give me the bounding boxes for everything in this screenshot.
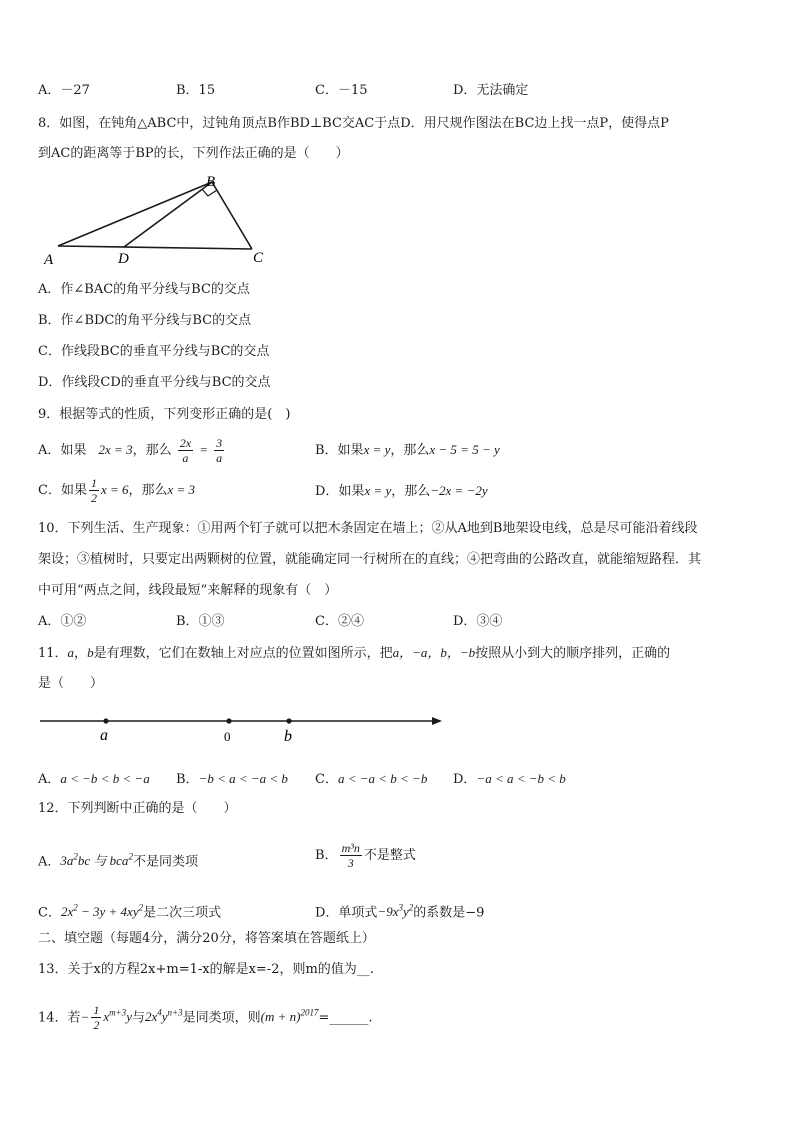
q9-a-condition: 2x = 3: [98, 442, 133, 457]
q11-axis-label-a: a: [100, 727, 108, 744]
q11-var-b: b: [87, 645, 94, 660]
q12-option-c: [38, 899, 221, 922]
q9-d-prefix: D．如果: [315, 484, 365, 499]
q11-sep: ，: [74, 646, 88, 661]
q9-a-frac2: $\frac{3}{a}$: [216, 436, 223, 465]
q8-label-b: B: [206, 174, 216, 190]
q9-b-result: x − 5 = 5 − y: [429, 442, 500, 457]
q11-var-a: a: [67, 645, 75, 660]
q14-prefix: 14．若: [38, 1010, 81, 1026]
q9-c-then: ，那么: [128, 483, 168, 498]
q10-option-a: A．①②: [38, 614, 87, 629]
q8-label-c: C: [253, 250, 264, 266]
q14-text: 是同类项，则: [182, 1010, 261, 1026]
q11-number-line: [38, 708, 458, 748]
q14-minus: −: [80, 1009, 90, 1025]
q12-b-prefix: B．: [315, 848, 338, 863]
q10-stem-line2: 架设；③植树时，只要定出两颗树的位置，就能确定同一行树所在的直线；④把弯曲的公路改直，就能缩短路程．其: [38, 552, 702, 567]
q9-c-prefix: C．如果: [38, 483, 87, 498]
q12-d-text: 的系数是−9: [413, 905, 485, 921]
q10-option-c: C．②④: [315, 614, 364, 629]
q14-term2: $2x^4y^{n+3}$: [144, 1008, 183, 1025]
q8-triangle-figure: [40, 172, 280, 272]
q9-a-frac1: $\frac{2x}{a}$: [179, 436, 192, 465]
q11-stem-line2: 是（ ）: [38, 676, 104, 691]
q9-option-a: [38, 432, 226, 469]
q9-d-then: ，那么: [391, 484, 431, 499]
q9-d-condition: x = y: [364, 483, 392, 498]
q12-a-prefix: A．: [38, 854, 61, 870]
q9-a-prefix: A．如果: [38, 443, 87, 458]
q9-c-result: x = 3: [167, 482, 196, 497]
q10-option-d: D．③④: [453, 614, 503, 629]
q11-axis-label-b: b: [284, 728, 292, 745]
q12-option-d: [315, 899, 484, 922]
q8-stem-line2: 到AC的距离等于BP的长，下列作法正确的是（ ）: [38, 146, 349, 161]
q11-point-b: [286, 718, 291, 723]
q8-option-a: A．作∠BAC的角平分线与BC的交点: [38, 282, 250, 297]
q8-label-d: D: [118, 251, 129, 267]
q10-option-b: B．①③: [176, 614, 225, 629]
q12-option-b: [315, 836, 416, 876]
q11-point-zero: [226, 718, 231, 723]
q10-stem-line3: 中可用“两点之间，线段最短”来解释的现象有（ ）: [38, 583, 338, 598]
q9-a-equals: =: [199, 442, 208, 457]
q12-a-expression: $3a^2bc$ 与 bca$^2$: [60, 852, 133, 869]
q12-d-expression: $-9x^3y^2$: [377, 903, 414, 920]
q12-c-prefix: C．: [38, 905, 61, 921]
q12-d-prefix: D．单项式: [315, 905, 378, 921]
q12-stem: 12．下列判断中正确的是（ ）: [38, 801, 237, 816]
q14-answer-blank: =______.: [318, 1010, 373, 1026]
q12-a-text: 不是同类项: [132, 854, 198, 870]
q14-stem: [38, 994, 373, 1037]
q7-option-d: D．无法确定: [453, 83, 529, 98]
q7-option-b: B．15: [176, 83, 216, 98]
q11-option-d: D．−a < a < −b < b: [453, 771, 566, 787]
q12-b-text: 不是整式: [363, 848, 416, 863]
q9-c-condition: x = 6: [100, 482, 129, 497]
q11-option-c: C．a < −a < b < −b: [315, 771, 428, 787]
q14-power: $(m + n)^{2017}$: [260, 1008, 319, 1025]
q11-d-expression: −a < a < −b < b: [476, 771, 566, 786]
q9-option-d: [315, 482, 488, 501]
q9-c-frac: $\frac{1}{2}$: [90, 476, 97, 505]
q8-option-d: D．作线段CD的垂直平分线与BC的交点: [38, 375, 271, 390]
q8-label-a: A: [44, 252, 54, 268]
q14-frac: $\frac{1}{2}$: [93, 1003, 100, 1033]
q11-axis-label-zero: 0: [224, 729, 231, 744]
q11-b-expression: −b < a < −a < b: [198, 771, 288, 786]
q11-a-expression: a < −b < b < −a: [60, 771, 150, 786]
q11-option-b: B．−b < a < −a < b: [176, 771, 288, 787]
q12-c-expression: $2x^2 - 3y + 4xy^2$: [60, 903, 144, 920]
q9-stem: 9．根据等式的性质，下列变形正确的是( ): [38, 407, 291, 422]
q12-b-frac: $\frac{\text{m³n}}{3}$: [341, 841, 360, 870]
q12-c-text: 是二次三项式: [143, 905, 222, 921]
q7-option-a: A．－27: [38, 83, 90, 98]
q11-stem-text: 是有理数，它们在数轴上对应点的位置如图所示，把: [93, 646, 393, 661]
q8-stem-line1: 8．如图，在钝角△ABC中，过钝角顶点B作BD⊥BC交AC于点D．用尺规作图法在BC边上找一点P，使得点P: [38, 116, 669, 131]
q9-a-then: ，那么: [132, 443, 172, 458]
q8-option-c: C．作线段BC的垂直平分线与BC的交点: [38, 344, 270, 359]
q9-option-b: [315, 441, 500, 460]
q11-list: a，−a，b，−b: [392, 645, 476, 660]
q13-stem: 13．关于x的方程2x+m=1-x的解是x=-2，则m的值为__.: [38, 962, 374, 977]
q9-b-prefix: B．如果: [315, 443, 364, 458]
q9-b-condition: x = y: [363, 442, 391, 457]
q11-stem-end: 按照从小到大的顺序排列，正确的: [475, 646, 671, 661]
q11-c-expression: a < −a < b < −b: [337, 771, 428, 786]
q11-stem-line1: [38, 644, 670, 663]
q12-option-a: [38, 848, 198, 871]
q10-stem-line1: 10．下列生活、生产现象：①用两个钉子就可以把木条固定在墙上；②从A地到B地架设电线，总是尽可能沿着线段: [38, 521, 698, 536]
q11-option-a: A．a < −b < b < −a: [38, 771, 150, 787]
q14-term1: $x^{m+3}y$: [103, 1008, 132, 1025]
q14-and: 与: [131, 1010, 145, 1026]
q8-option-b: B．作∠BDC的角平分线与BC的交点: [38, 313, 252, 328]
q9-b-then: ，那么: [390, 443, 430, 458]
q11-number: 11．: [38, 646, 68, 661]
q11-point-a: [103, 718, 108, 723]
q9-option-c: [38, 472, 195, 509]
q9-d-result: −2x = −2y: [430, 483, 488, 498]
q7-option-c: C．－15: [315, 83, 368, 98]
section-two-heading: 二、填空题（每题4分，满分20分，将答案填在答题纸上）: [38, 931, 375, 946]
